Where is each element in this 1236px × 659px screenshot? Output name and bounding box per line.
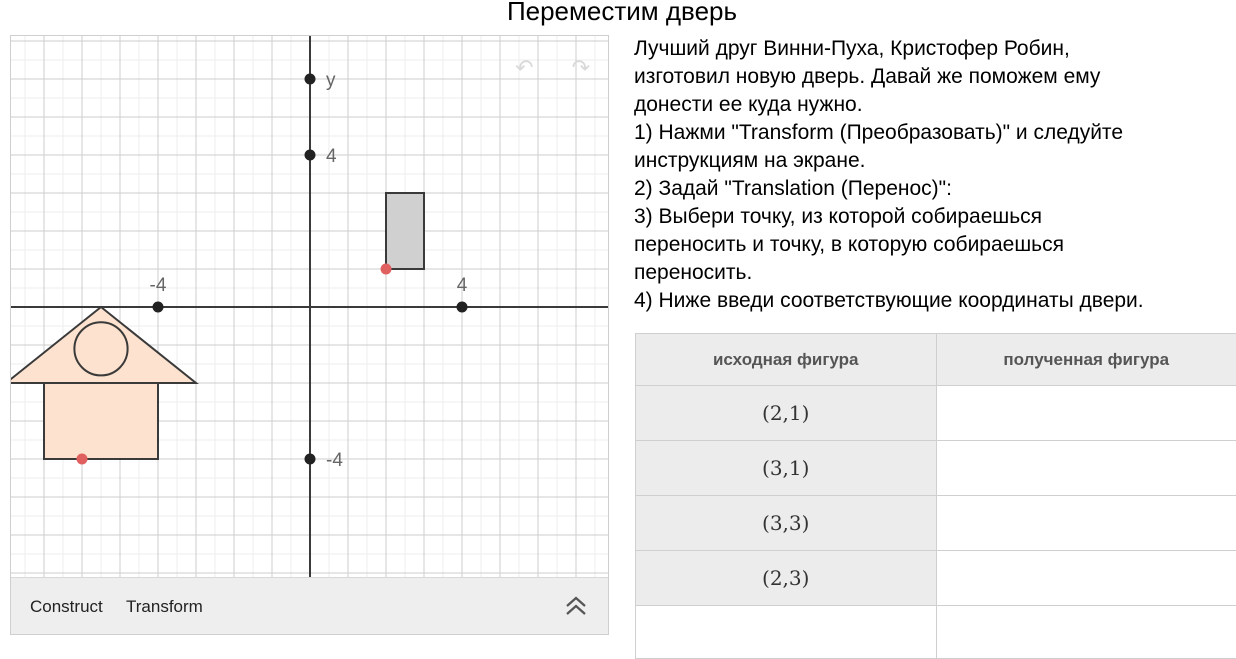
source-cell: (3,3) bbox=[636, 496, 937, 551]
coordinate-graph[interactable] bbox=[11, 36, 609, 579]
result-input-cell[interactable] bbox=[936, 551, 1236, 606]
door-shape bbox=[386, 193, 424, 269]
house-body bbox=[44, 383, 158, 459]
instruction-line: 2) Задай "Translation (Перенос)": bbox=[634, 175, 1234, 203]
x-tick-point bbox=[457, 302, 468, 313]
instruction-line: 3) Выбери точку, из которой собираешься bbox=[634, 203, 1234, 231]
source-input-cell[interactable] bbox=[636, 606, 937, 659]
y-axis-label: y bbox=[326, 70, 336, 91]
column-header-result: полученная фигура bbox=[936, 334, 1236, 386]
result-input-cell[interactable] bbox=[936, 441, 1236, 496]
x-tick-label: -4 bbox=[150, 275, 167, 296]
instruction-line: переносить. bbox=[634, 259, 1234, 287]
undo-icon[interactable]: ↶ bbox=[515, 56, 533, 81]
instructions-text bbox=[634, 35, 1234, 315]
y-axis-label-point bbox=[305, 74, 316, 85]
table-row bbox=[636, 496, 1236, 551]
construct-button[interactable]: Construct bbox=[30, 597, 103, 617]
y-tick-point bbox=[305, 150, 316, 161]
table-row bbox=[636, 386, 1236, 441]
x-tick-label: 4 bbox=[457, 275, 468, 296]
graph-panel[interactable] bbox=[10, 35, 609, 635]
house-marked-point bbox=[77, 454, 88, 465]
column-header-source: исходная фигура bbox=[636, 334, 937, 386]
result-input-cell[interactable] bbox=[936, 386, 1236, 441]
instruction-line: Лучший друг Винни-Пуха, Кристофер Робин, bbox=[634, 35, 1234, 63]
coordinates-table bbox=[635, 333, 1236, 659]
source-cell: (3,1) bbox=[636, 441, 937, 496]
table-row bbox=[636, 551, 1236, 606]
graph-toolbar bbox=[11, 577, 608, 634]
transform-button[interactable]: Transform bbox=[126, 597, 203, 617]
door-marked-point bbox=[381, 264, 392, 275]
result-input-cell[interactable] bbox=[936, 606, 1236, 659]
y-tick-label: -4 bbox=[326, 450, 343, 471]
x-tick-point bbox=[153, 302, 164, 313]
instruction-line: 4) Ниже введи соответствующие координаты двери. bbox=[634, 287, 1234, 315]
redo-icon[interactable]: ↷ bbox=[572, 56, 590, 81]
instruction-line: переносить и точку, в которую собираешься bbox=[634, 231, 1234, 259]
table-row bbox=[636, 606, 1236, 659]
result-input-cell[interactable] bbox=[936, 496, 1236, 551]
source-cell: (2,1) bbox=[636, 386, 937, 441]
instruction-line: инструкциям на экране. bbox=[634, 147, 1234, 175]
chevron-double-up-icon[interactable] bbox=[564, 592, 588, 620]
page-title: Переместим дверь bbox=[0, 0, 1236, 28]
y-tick-label: 4 bbox=[326, 146, 337, 167]
y-tick-point bbox=[305, 454, 316, 465]
source-cell: (2,3) bbox=[636, 551, 937, 606]
instruction-line: изготовил новую дверь. Давай же поможем ему bbox=[634, 63, 1234, 91]
instruction-line: донести ее куда нужно. bbox=[634, 91, 1234, 119]
instruction-line: 1) Нажми "Transform (Преобразовать)" и следуйте bbox=[634, 119, 1234, 147]
table-row bbox=[636, 441, 1236, 496]
